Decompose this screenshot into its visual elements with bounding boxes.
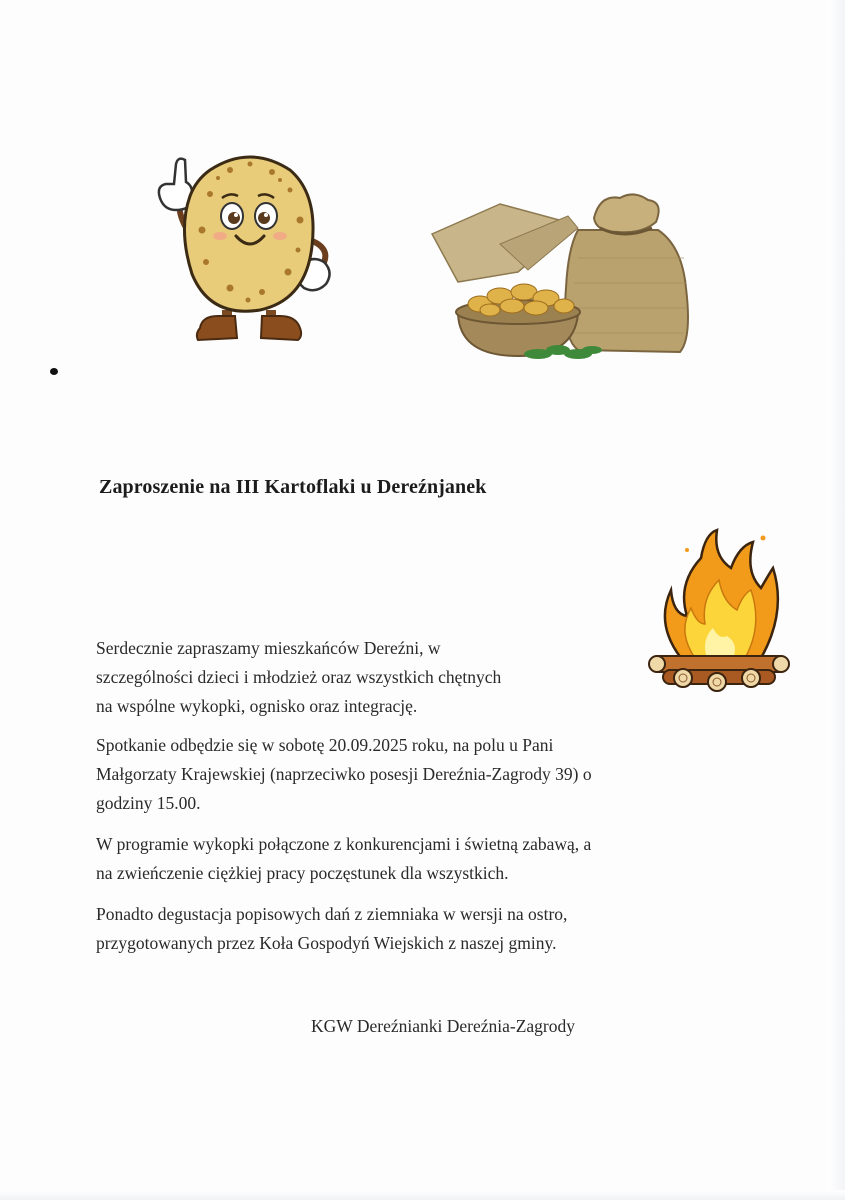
paragraph-line: na wspólne wykopki, ognisko oraz integrację. xyxy=(96,696,418,716)
invitation-paragraph xyxy=(96,634,501,721)
tasting-paragraph xyxy=(96,900,567,958)
ink-speck xyxy=(50,368,58,375)
paragraph-line: szczególności dzieci i młodzież oraz wszystkich chętnych xyxy=(96,667,502,687)
paragraph-line: Spotkanie odbędzie się w sobotę 20.09.2025 roku, na polu u Pani xyxy=(96,735,554,755)
paragraph-line: Ponadto degustacja popisowych dań z ziemniaka w wersji na ostro, xyxy=(96,904,568,924)
paragraph-line: godziny 15.00. xyxy=(96,793,201,813)
paragraph-line: Małgorzaty Krajewskiej (naprzeciwko posesji Dereźnia-Zagrody 39) o xyxy=(96,764,592,784)
scan-edge xyxy=(827,0,845,1200)
potato-mascot-icon xyxy=(140,150,345,350)
meeting-details-paragraph xyxy=(96,731,592,818)
paragraph-line: przygotowanych przez Koła Gospodyń Wiejskich z naszej gminy. xyxy=(96,933,557,953)
signature: KGW Dereźnianki Dereźnia-Zagrody xyxy=(311,1016,575,1036)
burlap-potato-sacks-icon xyxy=(428,188,708,363)
campfire-icon xyxy=(643,528,795,696)
paragraph-line: W programie wykopki połączone z konkurencjami i świetną zabawą, a xyxy=(96,834,592,854)
paragraph-line: Serdecznie zapraszamy mieszkańców Dereźni, w xyxy=(96,638,441,658)
paragraph-line: na zwieńczenie ciężkiej pracy poczęstunek dla wszystkich. xyxy=(96,863,509,883)
program-paragraph xyxy=(96,830,591,888)
invitation-title: Zaproszenie na III Kartoflaki u Dereźnjanek xyxy=(99,476,487,499)
scan-edge-bottom xyxy=(0,1190,845,1200)
